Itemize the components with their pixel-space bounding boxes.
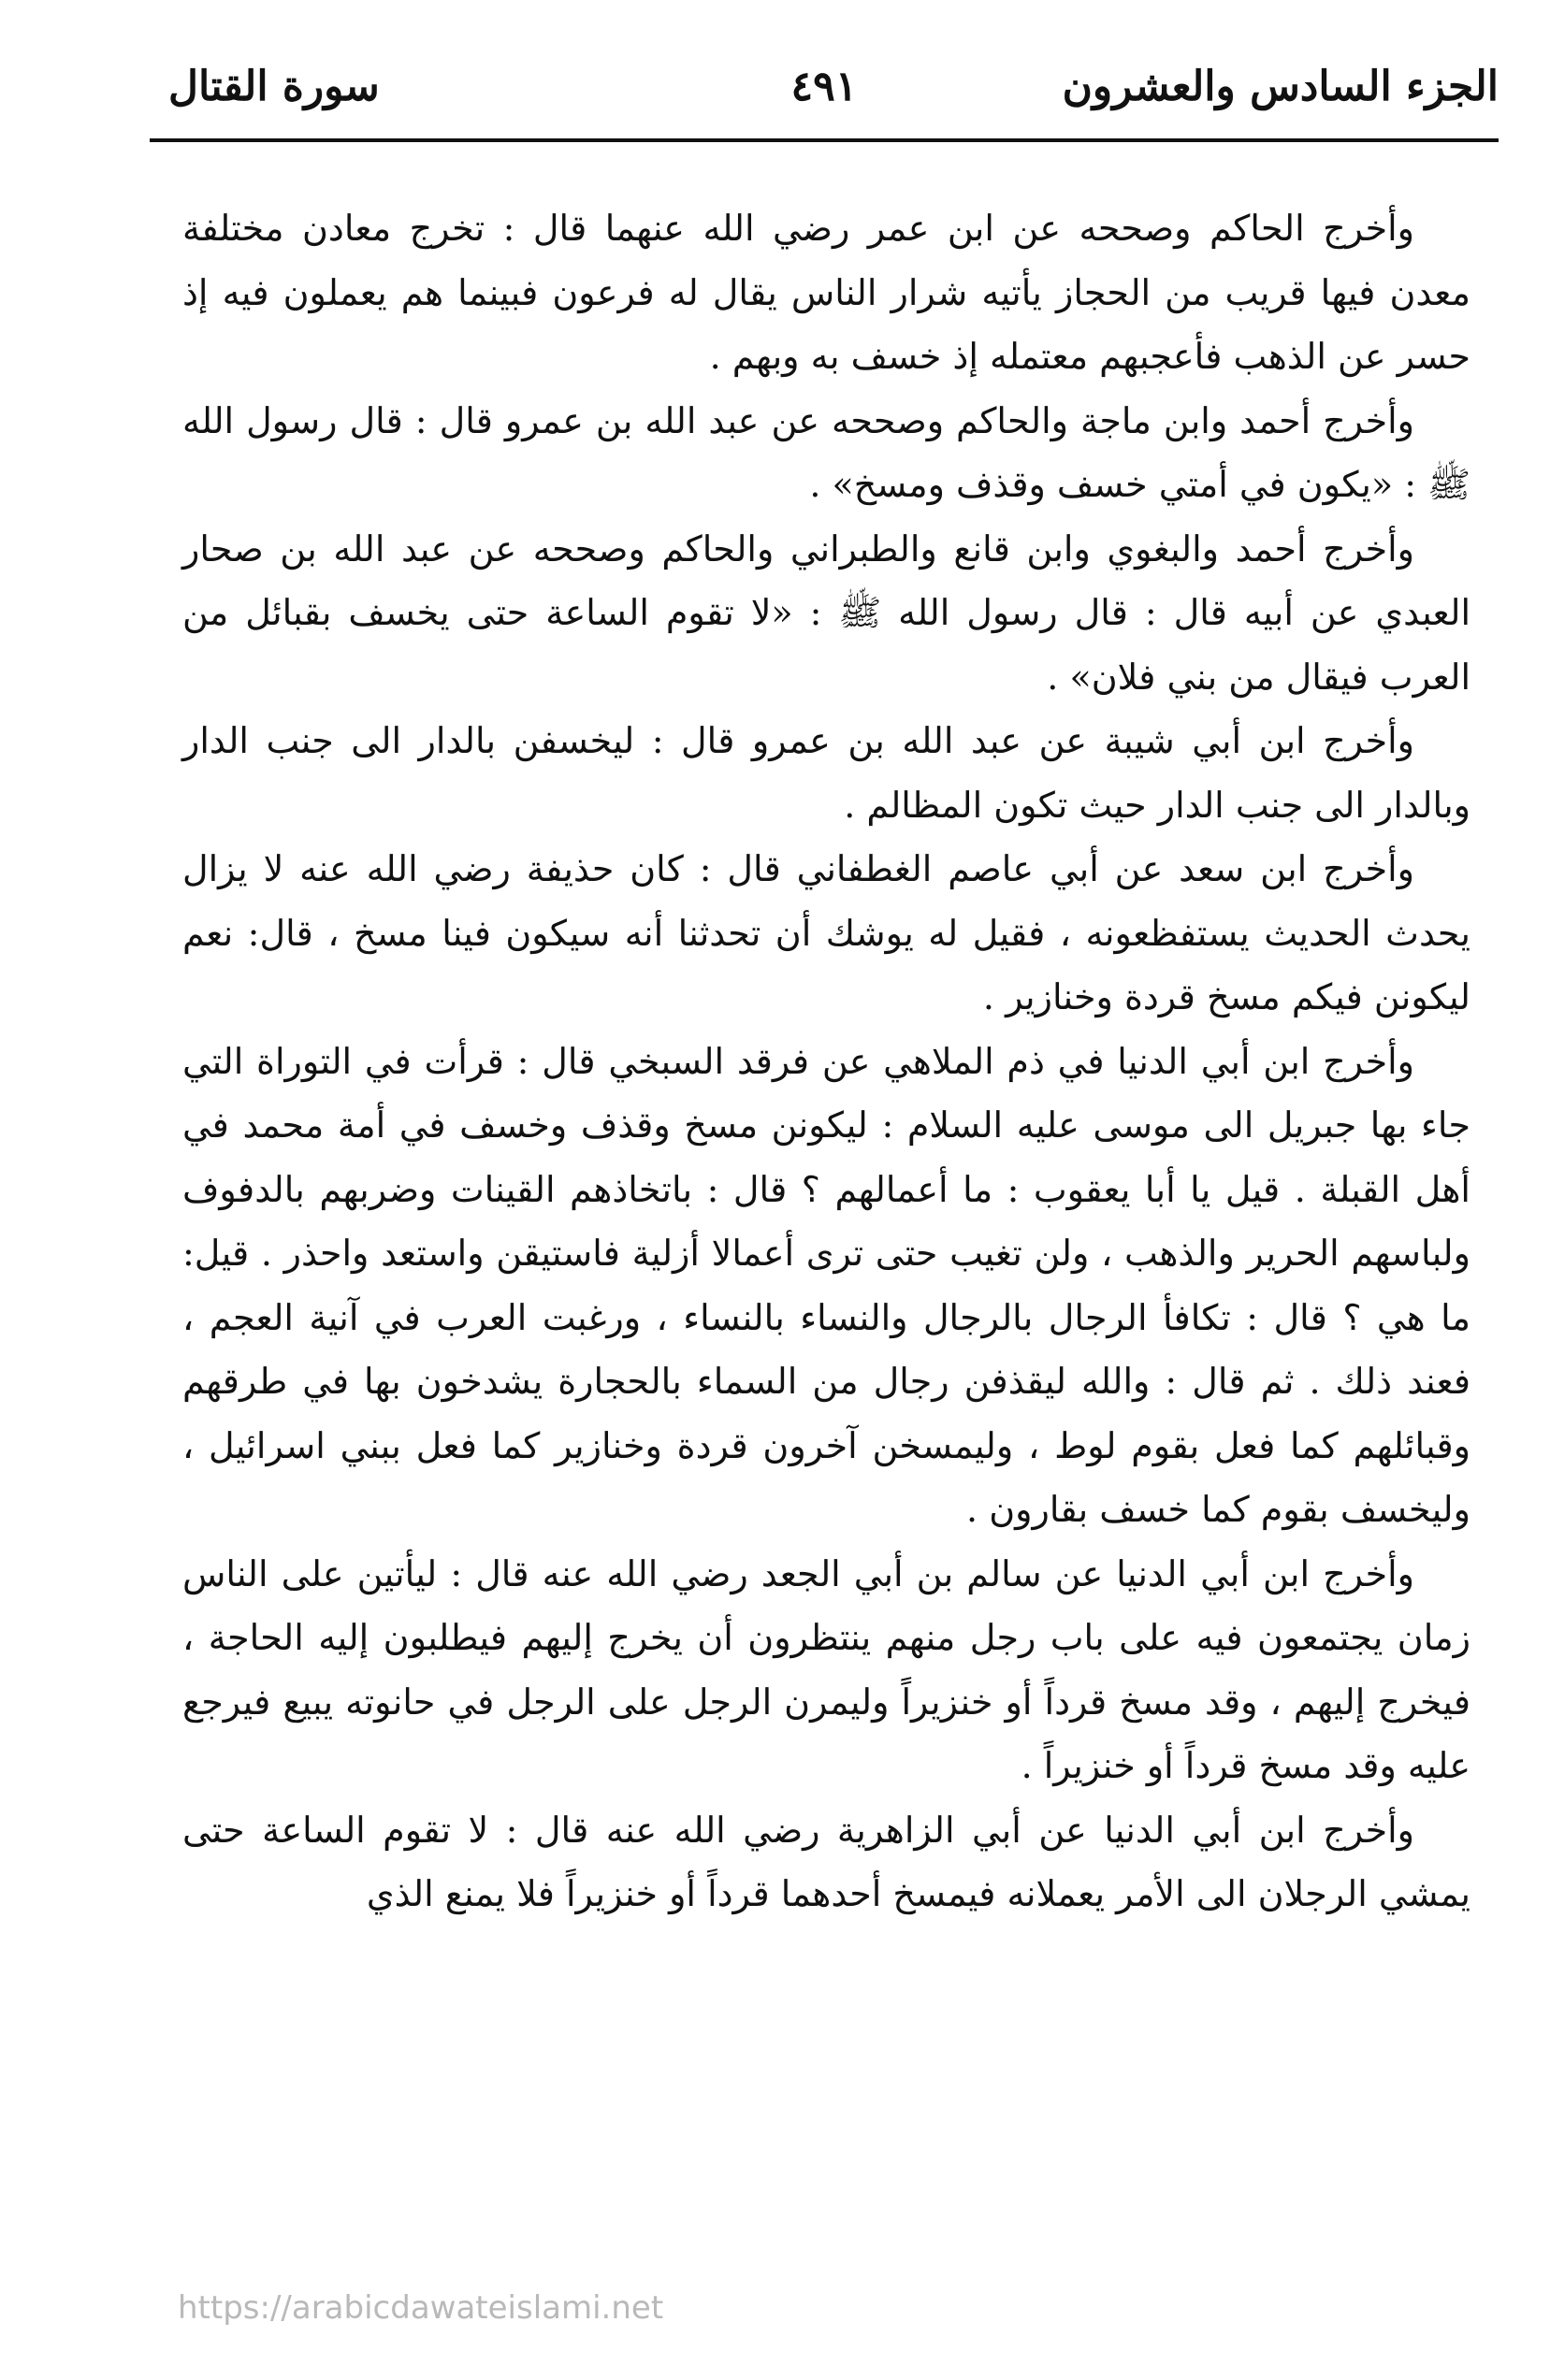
paragraph: وأخرج ابن أبي الدنيا في ذم الملاهي عن فرقد السبخي قال : قرأت في التوراة التي جاء بها جبريل الى موسى عليه السلام : ليكونن مسخ وقذف وخسف في أمة محمد في أهل القبلة . قيل يا أبا يعقوب : ما أعمالهم ؟ قال : باتخاذهم القينات وضربهم بالدفوف ولباسهم الحرير والذهب ، ولن تغيب حتى ترى أعمالا أزلية فاستيقن واستعد واحذر . قيل: ما هي ؟ قال : تكافأ الرجال بالرجال والنساء بالنساء ، ورغبت العرب في آنية العجم ، فعند ذلك . ثم قال : والله ليقذفن رجال من السماء بالحجارة يشدخون بها في طرقهم وقبائلهم كما فعل بقوم لوط ، وليمسخن آخرون قردة وخنازير كما فعل ببني اسرائيل ، وليخسف بقوم كما خسف بقارون . — [182, 1040, 1471, 1530]
part-title: الجزء السادس والعشرون — [1062, 63, 1499, 110]
paragraph: وأخرج الحاكم وصححه عن ابن عمر رضي الله عنهما قال : تخرج معادن مختلفة معدن فيها قريب من الحجاز يأتيه شرار الناس يقال له فرعون فبينما هم يعملون فيه إذ حسر عن الذهب فأعجبهم معتمله إذ خسف به وبهم . — [182, 208, 1470, 377]
page-header — [150, 51, 1499, 131]
page-number: ٤٩١ — [790, 63, 858, 110]
paragraph: وأخرج ابن أبي الدنيا عن سالم بن أبي الجعد رضي الله عنه قال : ليأتين على الناس زمان يجتمعون فيه على باب رجل منهم ينتظرون أن يخرج إليهم فيطلبون إليه الحاجة ، فيخرج إليهم ، وقد مسخ قرداً أو خنزيراً وليمرن الرجل على الرجل في حانوته يبيع فيرجع عليه وقد مسخ قرداً أو خنزيراً . — [182, 1552, 1470, 1786]
source-watermark: https://arabicdawateislami.net — [178, 2289, 664, 2327]
paragraph: وأخرج ابن أبي الدنيا عن أبي الزاهرية رضي الله عنه قال : لا تقوم الساعة حتى يمشي الرجلان الى الأمر يعملانه فيمسخ أحدهما قرداً أو خنزيراً فلا يمنع الذي — [182, 1809, 1470, 1914]
paragraph: وأخرج ابن أبي شيبة عن عبد الله بن عمرو قال : ليخسفن بالدار الى جنب الدار وبالدار الى جنب الدار حيث تكون المظالم . — [182, 720, 1470, 826]
paragraph: وأخرج ابن سعد عن أبي عاصم الغطفاني قال : كان حذيفة رضي الله عنه لا يزال يحدث الحديث يستفظعونه ، فقيل له يوشك أن تحدثنا أنه سيكون فينا مسخ ، قال: نعم ليكونن فيكم مسخ قردة وخنازير . — [182, 848, 1470, 1017]
page-body — [182, 196, 1470, 1926]
paragraph: وأخرج أحمد وابن ماجة والحاكم وصححه عن عبد الله بن عمرو قال : قال رسول الله ﷺ : «يكون في أمتي خسف وقذف ومسخ» . — [182, 399, 1470, 505]
header-rule — [150, 138, 1499, 142]
surah-title: سورة القتال — [168, 63, 380, 110]
paragraph: وأخرج أحمد والبغوي وابن قانع والطبراني والحاكم وصححه عن عبد الله بن صحار العبدي عن أبيه قال : قال رسول الله ﷺ : «لا تقوم الساعة حتى يخسف بقبائل من العرب فيقال من بني فلان» . — [182, 527, 1470, 698]
